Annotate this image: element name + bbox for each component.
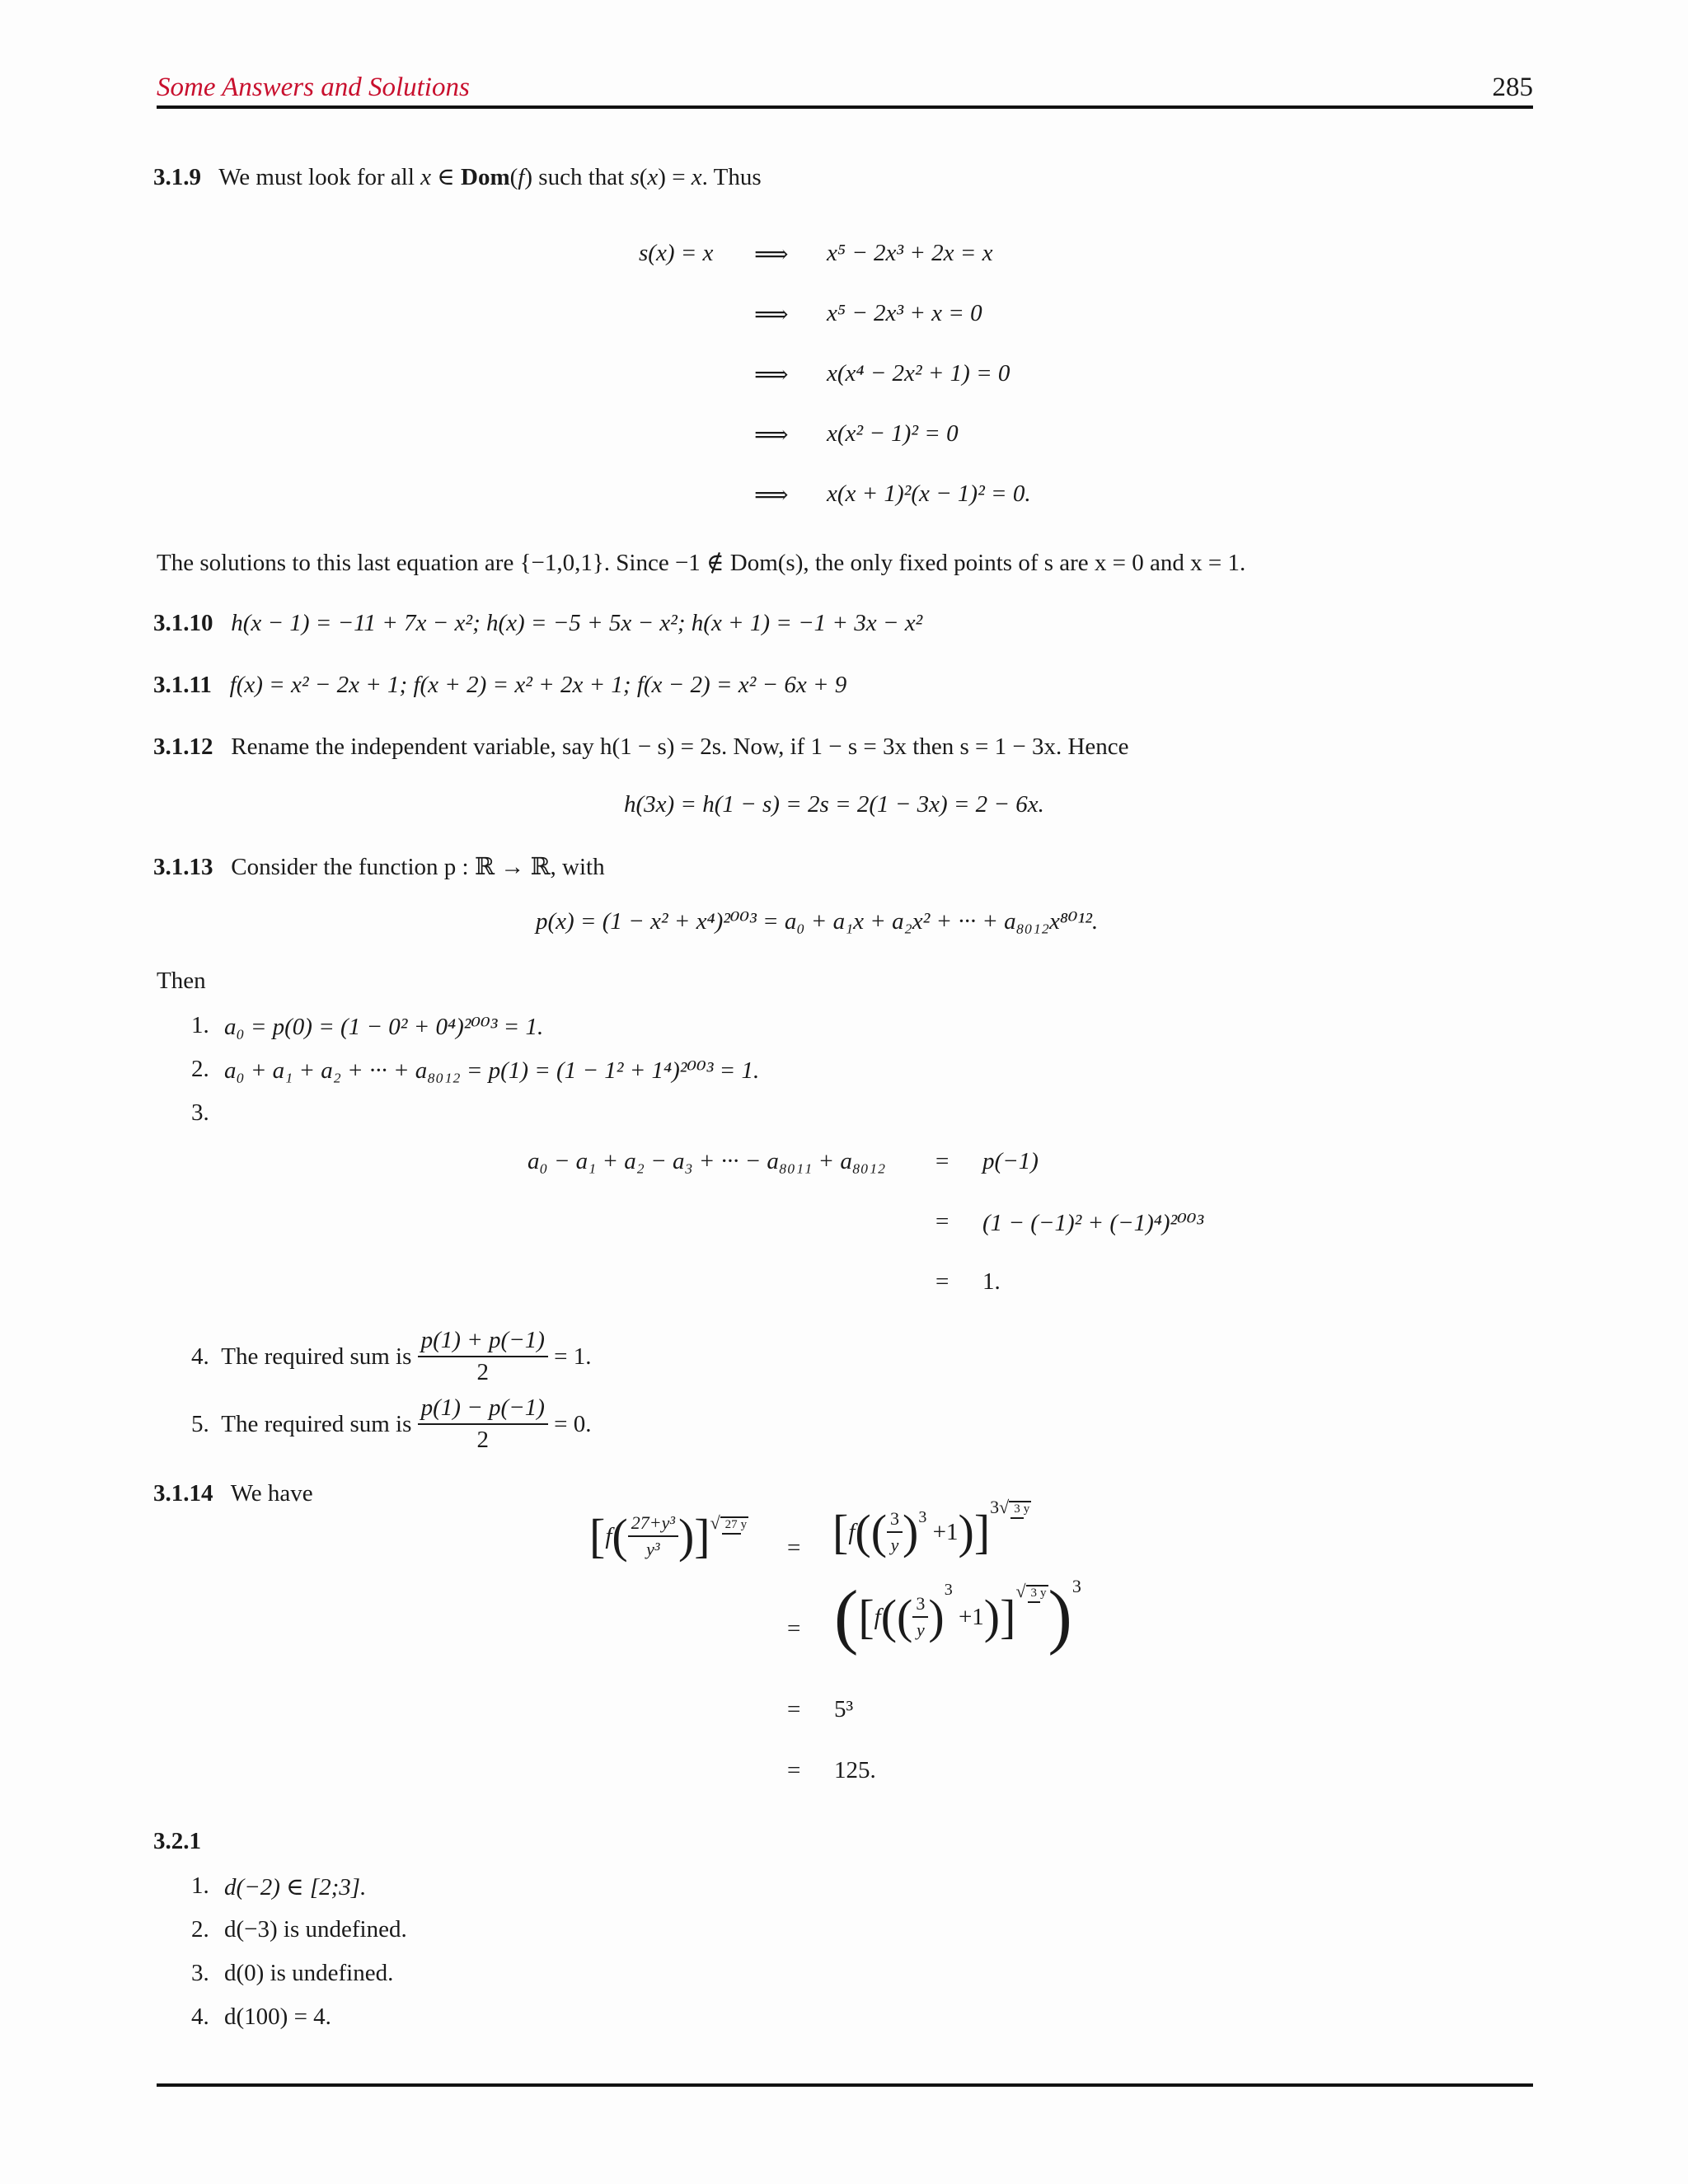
problem-number: 3.1.13 bbox=[153, 854, 213, 880]
fraction bbox=[418, 1394, 548, 1454]
fraction bbox=[418, 1327, 548, 1386]
answer-text: h(x − 1) = −11 + 7x − x²; h(x) = −5 + 5x − x²; h(x + 1) = −1 + 3x − x² bbox=[231, 610, 923, 636]
list-text: The required sum is bbox=[221, 1343, 412, 1370]
list-item: d(100) = 4. bbox=[224, 2004, 331, 2030]
implies-arrow: ⟹ bbox=[754, 302, 789, 328]
list-item-5 bbox=[191, 1394, 592, 1454]
then-text: Then bbox=[157, 968, 206, 994]
display-equation: h(3x) = h(1 − s) = 2s = 2(1 − 3x) = 2 − 6x. bbox=[624, 791, 1044, 818]
problem-3-1-12 bbox=[153, 733, 1129, 761]
derivation-step: x⁵ − 2x³ + x = 0 bbox=[827, 300, 982, 326]
derivation-step: x(x² − 1)² = 0 bbox=[827, 420, 959, 447]
list-number: 3. bbox=[191, 1099, 209, 1126]
problem-3-1-10 bbox=[153, 610, 922, 637]
equals-sign: = bbox=[787, 1615, 801, 1642]
derivation-step: 1. bbox=[982, 1268, 1001, 1295]
list-number: 4. bbox=[191, 1343, 209, 1370]
answer-text: Consider the function p : ℝ → ℝ, with bbox=[231, 854, 605, 880]
list-number: 1. bbox=[191, 1872, 209, 1899]
page-number: 285 bbox=[1492, 73, 1533, 102]
answer-text: f(x) = x² − 2x + 1; f(x + 2) = x² + 2x + 1; f(x − 2) = x² − 6x + 9 bbox=[229, 672, 847, 698]
footer-rule bbox=[157, 2083, 1533, 2087]
list-item: a₀ + a₁ + a₂ + ··· + a₈₀₁₂ = p(1) = (1 − 1² + 1⁴)²⁰⁰³ = 1. bbox=[224, 1057, 760, 1084]
header-rule bbox=[157, 105, 1533, 109]
running-header-title: Some Answers and Solutions bbox=[157, 73, 470, 102]
equals-sign: = bbox=[935, 1148, 950, 1174]
problem-number: 3.1.9 bbox=[153, 164, 201, 190]
problem-number: 3.1.11 bbox=[153, 672, 212, 698]
list-item: d(−3) is undefined. bbox=[224, 1916, 407, 1943]
display-lhs: s(x) = x bbox=[639, 240, 714, 266]
problem-3-1-11 bbox=[153, 672, 846, 699]
formula-rhs-1: [ f ( ( $\frac{3}{y}$ ) $^3$ +1 ) ] 3√ 3 y bbox=[832, 1497, 1030, 1558]
list-item-4 bbox=[191, 1327, 592, 1386]
list-item: d(0) is undefined. bbox=[224, 1960, 394, 1986]
denominator: 2 bbox=[476, 1359, 490, 1385]
display-lhs: a₀ − a₁ + a₂ − a₃ + ··· − a₈₀₁₁ + a₈₀₁₂ bbox=[528, 1148, 886, 1174]
implies-arrow: ⟹ bbox=[754, 482, 789, 509]
formula-rhs-2: ( [ f ( ( $\frac{3}{y}$ ) $^3$ +1 ) ] √ 3 y ) $^3$ bbox=[834, 1576, 1081, 1657]
derivation-step: x(x + 1)²(x − 1)² = 0. bbox=[827, 480, 1031, 507]
derivation-step: 125. bbox=[834, 1757, 876, 1783]
list-item: d(−2) ∈ [2;3]. bbox=[224, 1874, 367, 1900]
numerator: p(1) + p(−1) bbox=[418, 1327, 548, 1357]
problem-3-1-9-conclusion: The solutions to this last equation are {−1,0,1}. Since −1 ∉ Dom(s), the only fixed points of s are x = 0 and x = 1. bbox=[157, 550, 1246, 576]
result: = 1. bbox=[554, 1343, 592, 1370]
display-equation: p(x) = (1 − x² + x⁴)²⁰⁰³ = a₀ + a₁x + a₂x² + ··· + a₈₀₁₂x⁸⁰¹². bbox=[536, 908, 1099, 935]
intro-text: We must look for all bbox=[218, 164, 415, 190]
implies-arrow: ⟹ bbox=[754, 422, 789, 448]
list-number: 3. bbox=[191, 1960, 209, 1986]
list-number: 4. bbox=[191, 2004, 209, 2030]
intro-text: Thus bbox=[713, 164, 762, 190]
derivation-step: x⁵ − 2x³ + 2x = x bbox=[827, 240, 993, 266]
problem-3-1-14 bbox=[153, 1480, 313, 1507]
intro-text: such that bbox=[538, 164, 625, 190]
list-text: The required sum is bbox=[221, 1410, 412, 1437]
implies-arrow: ⟹ bbox=[754, 241, 789, 268]
list-number: 2. bbox=[191, 1056, 209, 1082]
list-item: a₀ = p(0) = (1 − 0² + 0⁴)²⁰⁰³ = 1. bbox=[224, 1014, 544, 1040]
problem-3-1-9-intro: 3.1.9 We must look for all x ∈ Dom(f) such that s(x) = x. Thus bbox=[153, 164, 762, 190]
derivation-step: (1 − (−1)² + (−1)⁴)²⁰⁰³ bbox=[982, 1210, 1204, 1236]
problem-number: 3.1.10 bbox=[153, 610, 213, 636]
problem-3-2-1-number: 3.2.1 bbox=[153, 1828, 201, 1854]
answer-text: We have bbox=[230, 1480, 313, 1507]
result: = 0. bbox=[554, 1410, 592, 1437]
equals-sign: = bbox=[787, 1696, 801, 1722]
list-number: 1. bbox=[191, 1012, 209, 1038]
denominator: 2 bbox=[476, 1427, 490, 1453]
implies-arrow: ⟹ bbox=[754, 362, 789, 388]
equals-sign: = bbox=[787, 1757, 801, 1783]
numerator: p(1) − p(−1) bbox=[418, 1394, 548, 1425]
problem-number: 3.1.14 bbox=[153, 1480, 213, 1507]
derivation-step: 5³ bbox=[834, 1696, 854, 1722]
equals-sign: = bbox=[787, 1535, 801, 1561]
equals-sign: = bbox=[935, 1268, 950, 1295]
equals-sign: = bbox=[935, 1208, 950, 1235]
formula-lhs: [ f ( $\frac{\text{27+y³}}{\text{y³}}$ ) ] √ 27 y bbox=[589, 1509, 748, 1563]
answer-text: Rename the independent variable, say h(1 − s) = 2s. Now, if 1 − s = 3x then s = 1 − 3x. Hence bbox=[231, 733, 1129, 760]
list-number: 2. bbox=[191, 1916, 209, 1943]
derivation-step: x(x⁴ − 2x² + 1) = 0 bbox=[827, 360, 1010, 387]
problem-number: 3.1.12 bbox=[153, 733, 213, 760]
problem-3-1-13 bbox=[153, 852, 605, 881]
derivation-step: p(−1) bbox=[982, 1148, 1039, 1174]
list-number: 5. bbox=[191, 1410, 209, 1437]
